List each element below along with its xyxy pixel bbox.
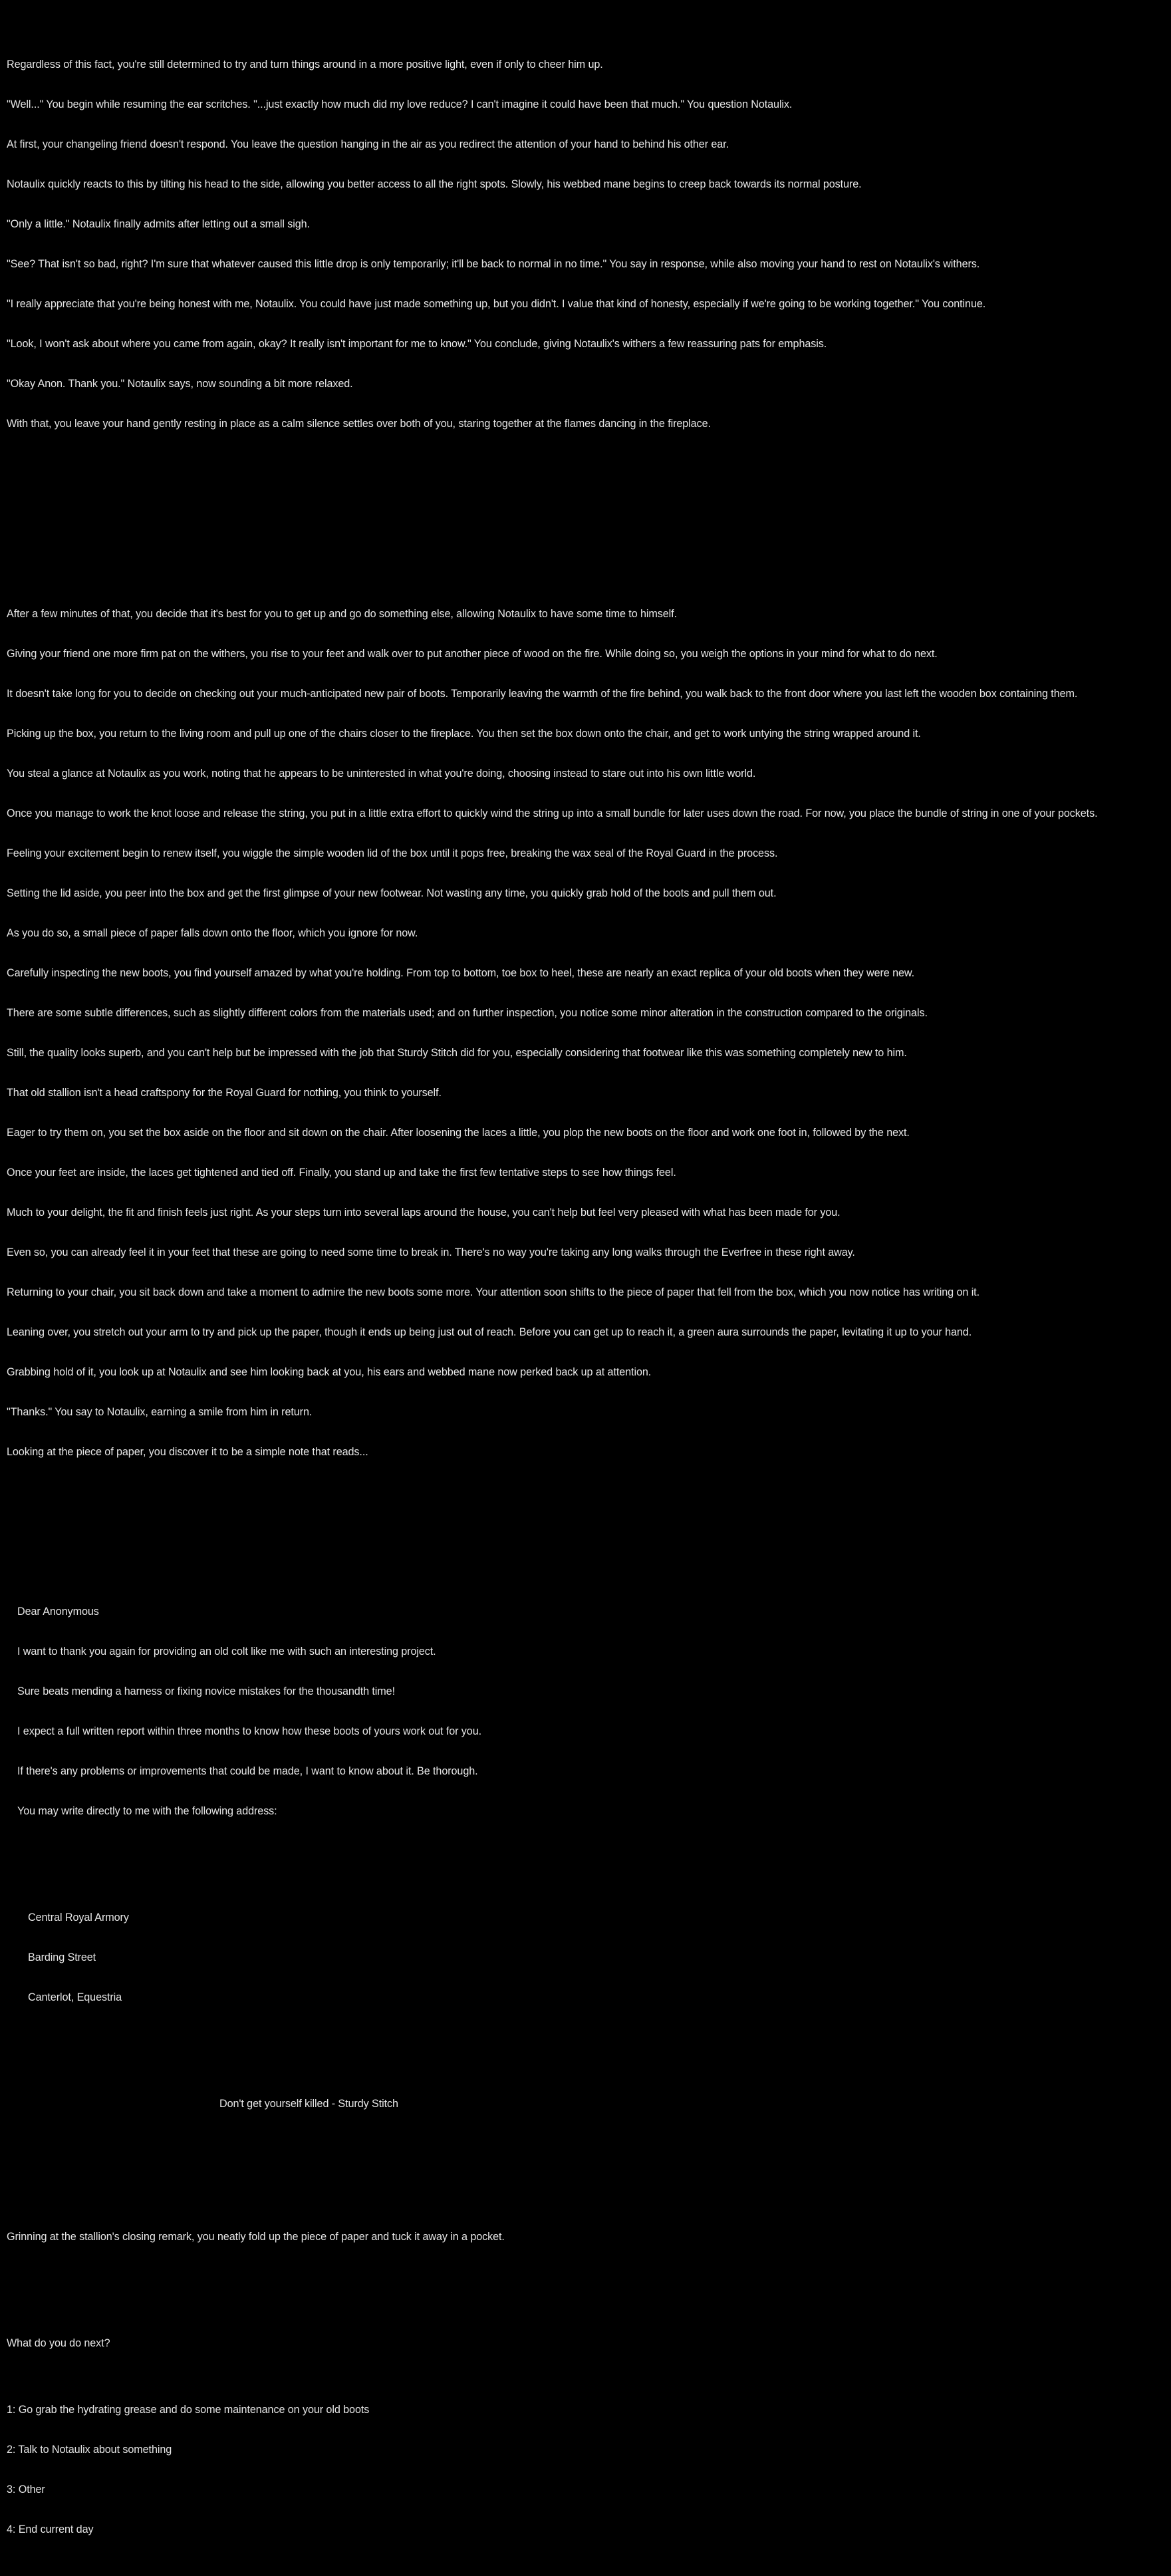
story-line: "Only a little." Notaulix finally admits after letting out a small sigh. (7, 218, 310, 230)
story-line: "Thanks." You say to Notaulix, earning a smile from him in return. (7, 1406, 313, 1418)
story-line: There are some subtle differences, such as slightly different colors from the materials used; and on further inspection, you notice some minor alteration in the construction compared to the originals. (7, 1007, 928, 1019)
paragraph-gap (7, 1858, 1171, 1871)
choice-option: 3: Other (7, 2484, 45, 2496)
paragraph-gap (7, 2044, 1171, 2057)
story-line: Once you manage to work the knot loose and release the string, you put in a little extra effort to quickly wind the string up into a small bundle for later uses down the road. For now, you place the bundle of string in one of your pockets. (7, 807, 1098, 819)
choice-prompt: What do you do next? (7, 2337, 110, 2349)
story-line: Returning to your chair, you sit back down and take a moment to admire the new boots some more. Your attention soon shifts to the piece of paper that fell from the box, which you now notice has writing on it. (7, 1286, 979, 1298)
paragraph-gap (7, 1525, 1171, 1538)
story-line: Feeling your excitement begin to renew itself, you wiggle the simple wooden lid of the box until it pops free, breaking the wax seal of the Royal Guard in the process. (7, 847, 778, 859)
story-line: "See? That isn't so bad, right? I'm sure that whatever caused this little drop is only temporarily; it'll be back to normal in no time." You say in response, while also moving your hand to rest on Notaulix's withers. (7, 258, 980, 270)
paragraph-gap (7, 537, 1171, 541)
story-line: Giving your friend one more firm pat on the withers, you rise to your feet and walk over to put another piece of wood on the fire. While doing so, you weigh the options in your mind for what to do next. (7, 648, 938, 660)
story-part-1 (7, 31, 1171, 457)
story-line: Once your feet are inside, the laces get tightened and tied off. Finally, you stand up and take the first few tentative steps to see how things feel. (7, 1167, 676, 1179)
story-line: As you do so, a small piece of paper falls down onto the floor, which you ignore for now. (7, 927, 418, 939)
story-line: "Well..." You begin while resuming the ear scritches. "...just exactly how much did my love reduce? I can't imagine it could have been that much." You question Notaulix. (7, 98, 793, 110)
story-line: Leaning over, you stretch out your arm to try and pick up the paper, though it ends up being just out of reach. Before you can get up to reach it, a green aura surrounds the paper, levitating it up to your hand. (7, 1326, 972, 1338)
story-line: Setting the lid aside, you peer into the box and get the first glimpse of your new footwear. Not wasting any time, you quickly grab hold of the boots and pull them out. (7, 887, 777, 899)
story-line: Much to your delight, the fit and finish feels just right. As your steps turn into several laps around the house, you can't help but feel very pleased with what has been made for you. (7, 1207, 841, 1218)
paragraph-gap (7, 2283, 1171, 2297)
story-line: With that, you leave your hand gently resting in place as a calm silence settles over both of you, staring together at the flames dancing in the fireplace. (7, 418, 711, 430)
letter-note (7, 1578, 1171, 2137)
note-salutation: Dear Anonymous (17, 1606, 99, 1618)
paragraph-gap (7, 2177, 1171, 2190)
story-line: Notaulix quickly reacts to this by tilting his head to the side, allowing you better access to all the right spots. Slowly, his webbed mane begins to creep back towards its normal posture. (7, 178, 862, 190)
story-line: After a few minutes of that, you decide that it's best for you to get up and go do something else, allowing Notaulix to have some time to himself. (7, 608, 677, 620)
note-line: Sure beats mending a harness or fixing novice mistakes for the thousandth time! (17, 1685, 395, 1697)
paragraph-gap (7, 497, 1171, 510)
story-line: Still, the quality looks superb, and you can't help but be impressed with the job that Sturdy Stitch did for you, especially considering that footwear like this was something completely new to him. (7, 1047, 907, 1059)
note-line: I expect a full written report within three months to know how these boots of yours work out for you. (17, 1725, 482, 1737)
story-line: Even so, you can already feel it in your feet that these are going to need some time to break in. There's no way you're taking any long walks through the Everfree in these right away. (7, 1246, 855, 1258)
story-line: You steal a glance at Notaulix as you work, noting that he appears to be uninterested in what you're doing, choosing instead to stare out into his own little world. (7, 768, 756, 780)
note-line: I want to thank you again for providing an old colt like me with such an interesting project. (17, 1646, 436, 1657)
note-address-line: Barding Street (28, 1951, 96, 1963)
story-line: Grabbing hold of it, you look up at Notaulix and see him looking back at you, his ears and webbed mane now perked back up at attention. (7, 1366, 652, 1378)
story-line: Picking up the box, you return to the living room and pull up one of the chairs closer to the fireplace. You then set the box down onto the chair, and get to work untying the string wrapped around it. (7, 728, 921, 740)
note-line: You may write directly to me with the following address: (17, 1805, 277, 1817)
story-line: At first, your changeling friend doesn't respond. You leave the question hanging in the air as you redirect the attention of your hand to behind his other ear. (7, 138, 729, 150)
story-line: "Look, I won't ask about where you came from again, okay? It really isn't important for me to know." You conclude, giving Notaulix's withers a few reassuring pats for emphasis. (7, 338, 827, 350)
story-line: Regardless of this fact, you're still determined to try and turn things around in a more positive light, even if only to cheer him up. (7, 59, 603, 71)
story-line: That old stallion isn't a head craftspony for the Royal Guard for nothing, you think to yourself. (7, 1087, 442, 1099)
choice-option: 4: End current day (7, 2523, 94, 2535)
story-line: It doesn't take long for you to decide on checking out your much-anticipated new pair of boots. Temporarily leaving the warmth of the fire behind, you walk back to the front door where you last left the wooden box containing them. (7, 688, 1078, 700)
closing-line: Grinning at the stallion's closing remark, you neatly fold up the piece of paper and tuck it away in a pocket. (7, 2231, 505, 2243)
story-line: "Okay Anon. Thank you." Notaulix says, now sounding a bit more relaxed. (7, 378, 353, 390)
story-line: Carefully inspecting the new boots, you find yourself amazed by what you're holding. From top to bottom, toe box to heel, these are nearly an exact replica of your old boots when they were new. (7, 967, 915, 979)
story-line: Looking at the piece of paper, you discover it to be a simple note that reads... (7, 1446, 368, 1458)
note-address-line: Canterlot, Equestria (28, 1991, 122, 2003)
note-signature: Don't get yourself killed - Sturdy Stitch (219, 2098, 398, 2110)
story-line: "I really appreciate that you're being honest with me, Notaulix. You could have just made something up, but you didn't. I value that kind of honesty, especially if we're going to be working together." You continue. (7, 298, 986, 310)
note-line: If there's any problems or improvements that could be made, I want to know about it. Be thorough. (17, 1765, 478, 1777)
choice-list (7, 2376, 1171, 2563)
note-address-line: Central Royal Armory (28, 1912, 129, 1924)
story-text (7, 5, 1171, 2576)
story-part-2 (7, 581, 1171, 1485)
story-line: Eager to try them on, you set the box aside on the floor and sit down on the chair. After loosening the laces a little, you plop the new boots on the floor and work one foot in, followed by the next. (7, 1127, 910, 1139)
choice-option: 1: Go grab the hydrating grease and do some maintenance on your old boots (7, 2404, 370, 2416)
choice-option: 2: Talk to Notaulix about something (7, 2444, 172, 2456)
